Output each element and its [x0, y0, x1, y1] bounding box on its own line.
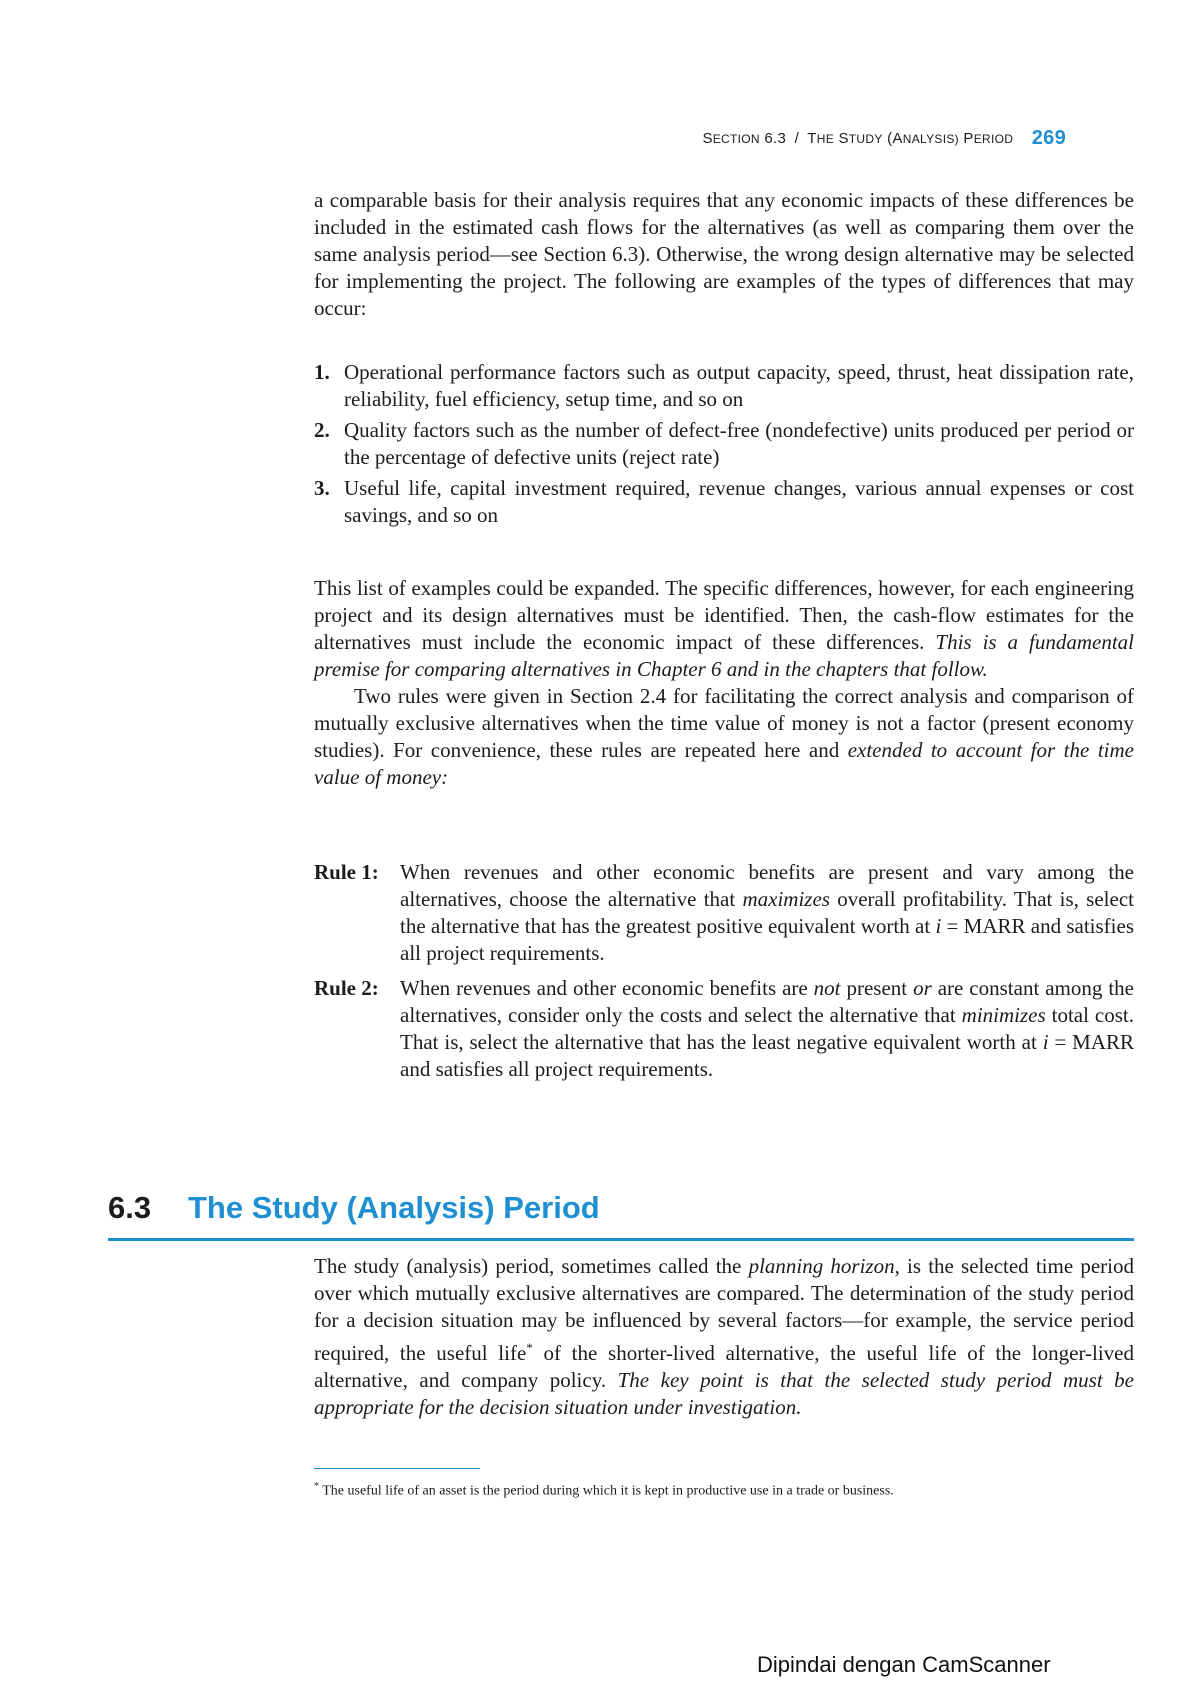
footnote-marker: *: [314, 1481, 319, 1492]
list-item-number: 2.: [314, 418, 330, 442]
rule-label: Rule 1:: [314, 860, 379, 884]
section-paragraph: [314, 1253, 1134, 1421]
section-number: 6.3: [108, 1190, 152, 1225]
paragraph-rules-intro-emphasis: extended to account for the time value of money:: [314, 738, 1134, 789]
paragraph-rules-intro: [314, 683, 1134, 791]
list-item: [314, 417, 1134, 471]
list-item: [314, 359, 1134, 413]
list-item-text: Useful life, capital investment required, revenue changes, various annual expenses or cost savings, and so on: [344, 476, 1134, 527]
footnote-text: The useful life of an asset is the period during which it is kept in productive use in a trade or business.: [319, 1483, 894, 1499]
running-head-section-number: 6.3: [764, 130, 787, 147]
paragraph-examples-text: This list of examples could be expanded. The specific differences, however, for each engineering project and its design alternatives must be identified. Then, the cash-flow estimates for the alternatives must include the economic impact of these differences.: [314, 576, 1134, 654]
body-paragraphs: [314, 575, 1134, 791]
list-item-text: Operational performance factors such as output capacity, speed, thrust, heat dissipation rate, reliability, fuel efficiency, setup time, and so on: [344, 360, 1134, 411]
running-head-separator: /: [794, 130, 800, 147]
list-item-number: 1.: [314, 360, 330, 384]
running-head: [702, 126, 1066, 149]
section-paragraph-text: The study (analysis) period, sometimes called the planning horizon, is the selected time period over which mutually exclusive alternatives are compared. The determination of the study period for a decision situation may be influenced by several factors—for example, the service period required, the useful life* of the shorter-lived alternative, the useful life of the longer-lived alternative, and company policy. The key point is that the selected study period must be appropriate for the decision situation under investigation.: [314, 1254, 1134, 1419]
list-item: [314, 475, 1134, 529]
list-item-text: Quality factors such as the number of defect-free (nondefective) units produced per period or the percentage of defective units (reject rate): [344, 418, 1134, 469]
footnote: [314, 1478, 1134, 1501]
page-number: 269: [1031, 127, 1066, 149]
footnote-divider: [314, 1468, 480, 1469]
paragraph-rules-intro-text: Two rules were given in Section 2.4 for facilitating the correct analysis and comparison of mutually exclusive alternatives when the time value of money is not a factor (present economy studies). For convenience, these rules are repeated here and: [314, 684, 1134, 762]
list-item-number: 3.: [314, 476, 330, 500]
intro-paragraph: [314, 187, 1134, 322]
differences-list: [314, 359, 1134, 533]
rule-text: When revenues and other economic benefits are not present or are constant among the alternatives, consider only the costs and select the alternative that minimizes total cost. That is, select the alternative that has the least negative equivalent worth at i = MARR and satisfies all project requirements.: [400, 976, 1134, 1081]
rule-2: [314, 975, 1134, 1083]
rules-list: [314, 859, 1134, 1091]
rule-1: [314, 859, 1134, 967]
intro-paragraph-text: a comparable basis for their analysis requires that any economic impacts of these differences be included in the estimated cash flows for the alternatives (as well as comparing them over the same analysis period—see Section 6.3). Otherwise, the wrong design alternative may be selected for implementing the project. The following are examples of the types of differences that may occur:: [314, 188, 1134, 320]
scanner-watermark: Dipindai dengan CamScanner: [757, 1652, 1051, 1677]
rule-text: When revenues and other economic benefits are present and vary among the alternatives, choose the alternative that maximizes overall profitability. That is, select the alternative that has the greatest positive equivalent worth at i = MARR and satisfies all project requirements.: [400, 860, 1134, 965]
footnote-mark: *: [526, 1340, 533, 1355]
rule-label: Rule 2:: [314, 976, 379, 1000]
section-heading: [108, 1190, 1134, 1241]
running-head-section-label: SECTION: [702, 130, 760, 147]
paragraph-examples: [314, 575, 1134, 683]
paragraph-examples-emphasis: This is a fundamental premise for comparing alternatives in Chapter 6 and in the chapters that follow.: [314, 630, 1135, 681]
running-head-title: THE STUDY (ANALYSIS) PERIOD: [807, 130, 1014, 147]
section-title: The Study (Analysis) Period: [188, 1190, 600, 1225]
